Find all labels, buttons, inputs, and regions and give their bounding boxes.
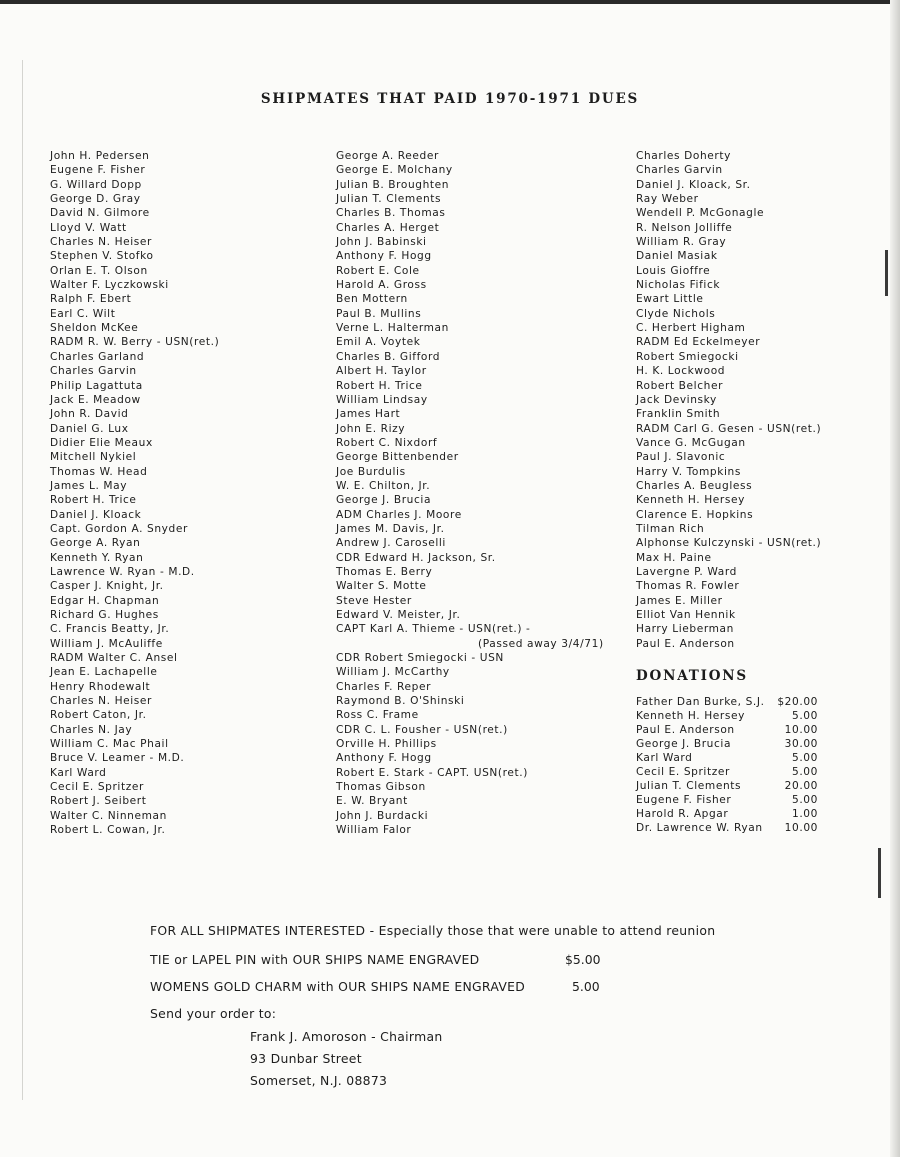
donation-amount: 20.00 [784, 780, 818, 793]
shipmate-name: (Passed away 3/4/71) [478, 637, 604, 650]
shipmate-name: James E. Miller [636, 594, 723, 607]
shipmate-name: G. Willard Dopp [50, 178, 142, 191]
shipmate-name: John J. Babinski [336, 236, 427, 249]
shipmate-name: Daniel J. Kloack, Sr. [636, 178, 751, 191]
donor-name: Harold R. Apgar [636, 808, 729, 821]
shipmate-name: John J. Burdacki [336, 809, 429, 822]
donor-name: Karl Ward [636, 752, 693, 765]
donation-amount: 5.00 [792, 766, 818, 779]
shipmate-name: Raymond B. O'Shinski [336, 695, 465, 708]
shipmate-name: Alphonse Kulczynski - USN(ret.) [636, 537, 822, 550]
charm-offer-price: 5.00 [572, 979, 600, 994]
donation-row [636, 737, 818, 751]
donation-row [636, 779, 818, 793]
shipmate-name: Robert L. Cowan, Jr. [50, 824, 166, 837]
shipmate-name: Jack E. Meadow [50, 393, 141, 406]
shipmate-name: RADM R. W. Berry - USN(ret.) [50, 336, 220, 349]
shipmate-name: Capt. Gordon A. Snyder [50, 522, 188, 535]
shipmate-name: John E. Rizy [336, 422, 406, 435]
shipmate-name: ADM Charles J. Moore [336, 508, 462, 521]
donor-name: Julian T. Clements [636, 780, 742, 793]
shipmate-name: William C. Mac Phail [50, 738, 169, 751]
shipmate-name: Robert Caton, Jr. [50, 709, 147, 722]
shipmate-name: Tilman Rich [636, 522, 705, 535]
donation-amount: $20.00 [777, 696, 818, 708]
shipmate-name: Jean E. Lachapelle [50, 666, 158, 679]
shipmate-name: William R. Gray [636, 236, 727, 249]
shipmate-name: R. Nelson Jolliffe [636, 221, 733, 234]
shipmate-name: Harold A. Gross [336, 279, 427, 292]
shipmate-name: Robert H. Trice [336, 379, 423, 392]
shipmate-name: Karl Ward [50, 766, 107, 779]
shipmate-name: Jack Devinsky [636, 393, 717, 406]
shipmate-name: James L. May [50, 479, 128, 492]
shipmate-name: CDR C. L. Fousher - USN(ret.) [336, 723, 508, 736]
shipmate-name: George J. Brucia [336, 494, 432, 507]
shipmate-name: Julian T. Clements [336, 193, 442, 206]
shipmate-name: Louis Gioffre [636, 264, 711, 277]
shipmate-name: Earl C. Wilt [50, 307, 116, 320]
shipmate-name: Verne L. Halterman [336, 322, 449, 335]
charm-offer-label: WOMENS GOLD CHARM with OUR SHIPS NAME ENGRAVED [150, 979, 526, 994]
donation-amount: 5.00 [792, 794, 818, 807]
shipmate-name: Robert J. Seibert [50, 795, 147, 808]
address-street: 93 Dunbar Street [250, 1051, 362, 1066]
shipmate-name: Charles B. Thomas [336, 207, 446, 220]
donation-amount: 5.00 [792, 752, 818, 765]
shipmate-name: Charles N. Heiser [50, 695, 152, 708]
shipmate-name: H. K. Lockwood [636, 365, 726, 378]
shipmate-name: W. E. Chilton, Jr. [336, 479, 431, 492]
donation-amount: 1.00 [792, 808, 818, 821]
shipmate-name: Franklin Smith [636, 408, 721, 421]
donor-name: Eugene F. Fisher [636, 794, 732, 807]
page-edge-shadow [890, 0, 900, 1157]
donor-name: Kenneth H. Hersey [636, 710, 745, 723]
shipmate-name: Henry Rhodewalt [50, 680, 151, 693]
shipmate-name: William Falor [336, 824, 412, 837]
shipmate-name: Charles Doherty [636, 150, 731, 162]
shipmate-name: Stephen V. Stofko [50, 250, 154, 263]
shipmate-name: Kenneth Y. Ryan [50, 551, 144, 564]
donations-list [636, 695, 818, 835]
shipmate-name: Charles A. Herget [336, 221, 440, 234]
shipmate-name: Kenneth H. Hersey [636, 494, 745, 507]
donation-row [636, 751, 818, 765]
shipmate-name: Thomas W. Head [50, 465, 148, 478]
shipmate-name: Andrew J. Caroselli [336, 537, 446, 550]
shipmate-name: Lloyd V. Watt [50, 221, 127, 234]
shipmate-name: George D. Gray [50, 193, 141, 206]
shipmate-name: Daniel Masiak [636, 250, 718, 263]
shipmate-name: CDR Robert Smiegocki - USN [336, 652, 504, 665]
shipmate-name: Ewart Little [636, 293, 704, 306]
dues-column-2 [336, 149, 604, 838]
shipmate-name: Elliot Van Hennik [636, 609, 736, 621]
shipmate-name: Charles N. Heiser [50, 236, 152, 249]
shipmate-name: Albert H. Taylor [336, 365, 427, 378]
donation-row [636, 723, 818, 737]
shipmate-name: Anthony F. Hogg [336, 752, 432, 765]
shipmate-name: Eugene F. Fisher [50, 164, 146, 177]
shipmate-name: CDR Edward H. Jackson, Sr. [336, 551, 496, 564]
shipmate-name: Wendell P. McGonagle [636, 207, 765, 220]
donor-name: Paul E. Anderson [636, 724, 735, 737]
shipmate-name: Paul E. Anderson [636, 637, 735, 650]
address-city: Somerset, N.J. 08873 [250, 1073, 388, 1088]
shipmate-name: Lawrence W. Ryan - M.D. [50, 565, 195, 578]
donation-row [636, 821, 818, 835]
donation-row [636, 793, 818, 807]
shipmate-name: Philip Lagattuta [50, 379, 143, 392]
shipmate-name: William J. McCarthy [336, 666, 450, 679]
shipmate-name: Charles A. Beugless [636, 479, 753, 492]
shipmate-name: Robert Smiegocki [636, 350, 739, 363]
donation-row [636, 807, 818, 821]
shipmate-name: Walter S. Motte [336, 580, 427, 593]
shipmate-name: William J. McAuliffe [50, 637, 163, 650]
shipmate-name: Thomas Gibson [336, 781, 426, 794]
shipmate-name: Harry V. Tompkins [636, 465, 741, 478]
shipmate-name: Robert E. Stark - CAPT. USN(ret.) [336, 766, 528, 779]
shipmate-name: RADM Carl G. Gesen - USN(ret.) [636, 422, 822, 435]
shipmate-name: John R. David [50, 408, 129, 421]
notice-headline: FOR ALL SHIPMATES INTERESTED - Especially those that were unable to attend reunion [150, 923, 716, 938]
shipmate-name: C. Herbert Higham [636, 322, 746, 335]
shipmate-name: Mitchell Nykiel [50, 451, 137, 464]
shipmate-name: Clyde Nichols [636, 307, 716, 320]
scan-mark [878, 848, 881, 898]
shipmate-name: Charles Garland [50, 350, 145, 363]
dues-column-1 [50, 149, 219, 838]
shipmate-name: James Hart [336, 408, 401, 421]
donation-amount: 10.00 [784, 724, 818, 737]
shipmate-name: E. W. Bryant [336, 795, 408, 808]
shipmate-name: C. Francis Beatty, Jr. [50, 623, 170, 636]
shipmate-name: Robert H. Trice [50, 494, 137, 507]
shipmate-name: Clarence E. Hopkins [636, 508, 754, 521]
shipmate-name: Orlan E. T. Olson [50, 264, 148, 277]
shipmate-name: Ralph F. Ebert [50, 293, 132, 306]
shipmate-name: Julian B. Broughten [336, 178, 450, 191]
donation-row [636, 765, 818, 779]
shipmate-name: Sheldon McKee [50, 322, 139, 335]
shipmate-name: Thomas R. Fowler [636, 580, 740, 593]
shipmate-name: Nicholas Fifick [636, 279, 721, 292]
shipmate-name: Walter F. Lyczkowski [50, 279, 169, 292]
shipmate-name: Charles N. Jay [50, 723, 133, 736]
donor-name: Cecil E. Spritzer [636, 766, 730, 779]
shipmate-name: Paul B. Mullins [336, 307, 422, 320]
shipmate-name: Anthony F. Hogg [336, 250, 432, 263]
shipmate-name: George A. Ryan [50, 537, 141, 550]
scan-top-edge [0, 0, 900, 4]
address-name: Frank J. Amoroson - Chairman [250, 1029, 443, 1044]
scan-mark [885, 250, 888, 296]
pin-offer-label: TIE or LAPEL PIN with OUR SHIPS NAME ENGRAVED [150, 952, 480, 967]
shipmate-name: RADM Ed Eckelmeyer [636, 336, 761, 349]
donor-name: George J. Brucia [636, 738, 732, 751]
shipmate-name: Ben Mottern [336, 293, 408, 306]
shipmate-name: Harry Lieberman [636, 623, 734, 636]
shipmate-name: CAPT Karl A. Thieme - USN(ret.) - [336, 623, 531, 636]
shipmate-name: William Lindsay [336, 393, 428, 406]
donor-name: Father Dan Burke, S.J. [636, 696, 765, 708]
shipmate-name: Steve Hester [336, 594, 412, 607]
shipmate-name: Orville H. Phillips [336, 738, 437, 751]
dues-column-3 [636, 149, 821, 651]
shipmate-name: Thomas E. Berry [336, 565, 433, 578]
shipmate-name: Walter C. Ninneman [50, 809, 167, 822]
shipmate-name: Robert C. Nixdorf [336, 436, 438, 449]
shipmate-name: Vance G. McGugan [636, 436, 746, 449]
donor-name: Dr. Lawrence W. Ryan [636, 822, 763, 835]
shipmate-name: James M. Davis, Jr. [336, 522, 445, 535]
binding-line [22, 60, 23, 1100]
shipmate-name: Edward V. Meister, Jr. [336, 609, 461, 621]
shipmate-name: Robert E. Cole [336, 264, 420, 277]
shipmate-name: David N. Gilmore [50, 207, 150, 220]
shipmate-name: Max H. Paine [636, 551, 712, 564]
donation-row [636, 695, 818, 709]
shipmate-name: Lavergne P. Ward [636, 565, 737, 578]
shipmate-name: Richard G. Hughes [50, 609, 159, 621]
shipmate-name: Charles Garvin [50, 365, 137, 378]
shipmate-name: Casper J. Knight, Jr. [50, 580, 164, 593]
shipmate-name: Charles F. Reper [336, 680, 432, 693]
shipmate-name: Edgar H. Chapman [50, 594, 160, 607]
shipmate-name: Ray Weber [636, 193, 699, 206]
shipmate-name: Paul J. Slavonic [636, 451, 726, 464]
shipmate-name: Didier Elie Meaux [50, 436, 153, 449]
donations-heading: DONATIONS [636, 668, 748, 684]
shipmate-name: Emil A. Voytek [336, 336, 421, 349]
page-title: SHIPMATES THAT PAID 1970-1971 DUES [260, 91, 640, 107]
donation-row [636, 709, 818, 723]
shipmate-name: George A. Reeder [336, 150, 439, 162]
shipmate-name: Daniel G. Lux [50, 422, 129, 435]
shipmate-name: Ross C. Frame [336, 709, 419, 722]
donation-amount: 30.00 [784, 738, 818, 751]
shipmate-name: Charles Garvin [636, 164, 723, 177]
donation-amount: 10.00 [784, 822, 818, 835]
shipmate-name: Bruce V. Leamer - M.D. [50, 752, 185, 765]
shipmate-name: Daniel J. Kloack [50, 508, 142, 521]
shipmate-name: George E. Molchany [336, 164, 453, 177]
shipmate-name: RADM Walter C. Ansel [50, 652, 178, 665]
order-instruction: Send your order to: [150, 1006, 277, 1021]
donation-amount: 5.00 [792, 710, 818, 723]
shipmate-name: George Bittenbender [336, 451, 459, 464]
shipmate-name: John H. Pedersen [50, 150, 150, 162]
shipmate-name: Cecil E. Spritzer [50, 781, 144, 794]
pin-offer-price: $5.00 [565, 952, 601, 967]
shipmate-name: Robert Belcher [636, 379, 724, 392]
shipmate-name: Joe Burdulis [336, 465, 406, 478]
shipmate-name: Charles B. Gifford [336, 350, 441, 363]
